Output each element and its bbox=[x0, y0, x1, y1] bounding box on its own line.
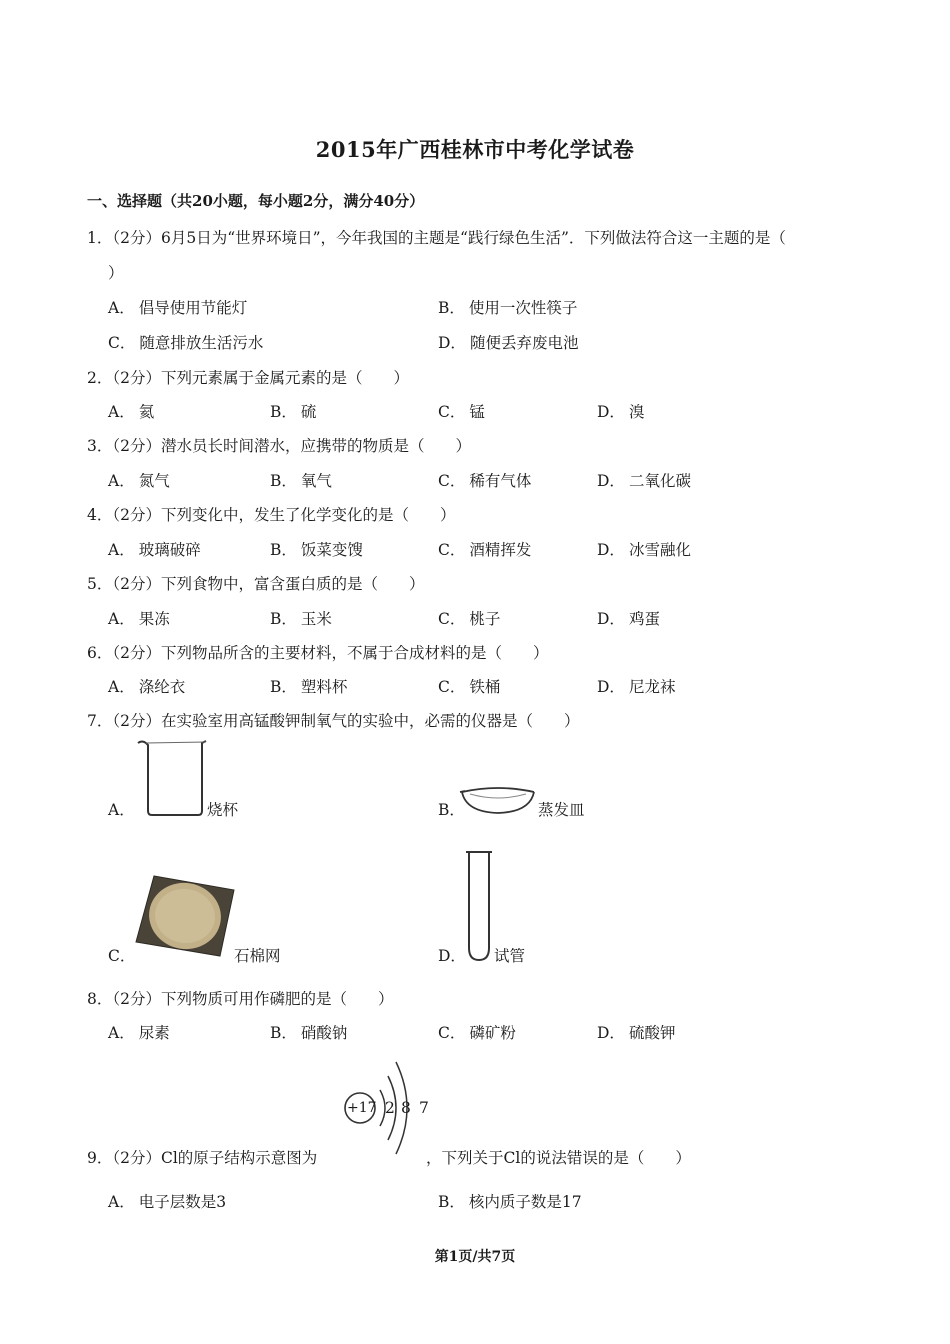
q4-option-a[interactable]: A． 玻璃破碎 bbox=[108, 541, 201, 559]
q5-option-c[interactable]: C． 桃子 bbox=[438, 610, 501, 628]
q7-option-c[interactable]: C． bbox=[108, 947, 136, 965]
q1-option-b[interactable]: B． 使用一次性筷子 bbox=[438, 299, 578, 317]
q8-option-c[interactable]: C． 磷矿粉 bbox=[438, 1024, 516, 1042]
question-7-stem: 7．（2分）在实验室用高锰酸钾制氧气的实验中，必需的仪器是（ ） bbox=[87, 712, 580, 730]
exam-title: 2015年广西桂林市中考化学试卷 bbox=[315, 137, 635, 162]
question-6-stem: 6．（2分）下列物品所含的主要材料，不属于合成材料的是（ ） bbox=[87, 644, 549, 662]
q6-option-d[interactable]: D． 尼龙袜 bbox=[597, 678, 676, 696]
q2-option-a[interactable]: A． 氦 bbox=[108, 403, 155, 421]
q6-option-c[interactable]: C． 铁桶 bbox=[438, 678, 501, 696]
q8-option-a[interactable]: A． 尿素 bbox=[108, 1024, 170, 1042]
q3-option-c[interactable]: C． 稀有气体 bbox=[438, 472, 532, 490]
q2-option-c[interactable]: C． 锰 bbox=[438, 403, 485, 421]
question-9-stem-cont: ，下列关于Cl的说法错误的是（ ） bbox=[426, 1149, 691, 1167]
section-heading: 一、选择题（共20小题，每小题2分，满分40分） bbox=[87, 192, 425, 210]
q5-option-d[interactable]: D． 鸡蛋 bbox=[597, 610, 660, 628]
q7-option-a[interactable]: A． bbox=[108, 801, 135, 819]
atom-shell-2: 8 bbox=[401, 1099, 411, 1117]
q3-option-b[interactable]: B． 氧气 bbox=[270, 472, 332, 490]
question-1-stem-cont: ） bbox=[108, 264, 124, 282]
q3-option-d[interactable]: D． 二氧化碳 bbox=[597, 472, 691, 490]
q7-option-d[interactable]: D． bbox=[438, 947, 466, 965]
q1-option-d[interactable]: D． 随便丢弃废电池 bbox=[438, 334, 579, 352]
q9-option-b[interactable]: B． 核内质子数是17 bbox=[438, 1193, 582, 1211]
question-3-stem: 3．（2分）潜水员长时间潜水，应携带的物质是（ ） bbox=[87, 437, 471, 455]
question-4-stem: 4．（2分）下列变化中，发生了化学变化的是（ ） bbox=[87, 506, 456, 524]
atom-nucleus-label: +17 bbox=[347, 1100, 377, 1116]
q4-option-d[interactable]: D． 冰雪融化 bbox=[597, 541, 691, 559]
question-2-stem: 2．（2分）下列元素属于金属元素的是（ ） bbox=[87, 369, 409, 387]
q4-option-b[interactable]: B． 饭菜变馊 bbox=[270, 541, 363, 559]
q7-option-a-caption: 烧杯 bbox=[207, 801, 239, 819]
q2-option-d[interactable]: D． 溴 bbox=[597, 403, 645, 421]
q3-option-a[interactable]: A． 氮气 bbox=[108, 472, 170, 490]
evaporating-dish-icon bbox=[458, 782, 538, 818]
q9-option-a[interactable]: A． 电子层数是3 bbox=[108, 1193, 227, 1211]
q7-option-b-caption: 蒸发皿 bbox=[538, 801, 585, 819]
page-footer: 第1页/共7页 bbox=[434, 1249, 516, 1265]
q6-option-a[interactable]: A． 涤纶衣 bbox=[108, 678, 186, 696]
q7-option-c-caption: 石棉网 bbox=[234, 947, 281, 965]
beaker-icon bbox=[136, 739, 210, 817]
q7-option-d-caption: 试管 bbox=[494, 947, 526, 965]
question-9-stem: 9．（2分）Cl的原子结构示意图为 bbox=[87, 1149, 318, 1167]
q2-option-b[interactable]: B． 硫 bbox=[270, 403, 317, 421]
asbestos-gauze-icon bbox=[132, 872, 236, 960]
question-5-stem: 5．（2分）下列食物中，富含蛋白质的是（ ） bbox=[87, 575, 425, 593]
atom-shell-1: 2 bbox=[385, 1099, 395, 1117]
q1-option-c[interactable]: C． 随意排放生活污水 bbox=[108, 334, 264, 352]
q5-option-b[interactable]: B． 玉米 bbox=[270, 610, 332, 628]
atom-shell-3: 7 bbox=[419, 1099, 429, 1117]
question-8-stem: 8．（2分）下列物质可用作磷肥的是（ ） bbox=[87, 990, 394, 1008]
test-tube-icon bbox=[464, 848, 494, 964]
q8-option-d[interactable]: D． 硫酸钾 bbox=[597, 1024, 676, 1042]
question-1-stem: 1．（2分）6月5日为“世界环境日”，今年我国的主题是“践行绿色生活”．下列做法符合这一主题的是（ bbox=[87, 229, 786, 247]
q4-option-c[interactable]: C． 酒精挥发 bbox=[438, 541, 532, 559]
q5-option-a[interactable]: A． 果冻 bbox=[108, 610, 170, 628]
q7-option-b[interactable]: B． bbox=[438, 801, 465, 819]
q6-option-b[interactable]: B． 塑料杯 bbox=[270, 678, 348, 696]
q1-option-a[interactable]: A． 倡导使用节能灯 bbox=[108, 299, 248, 317]
q8-option-b[interactable]: B． 硝酸钠 bbox=[270, 1024, 348, 1042]
